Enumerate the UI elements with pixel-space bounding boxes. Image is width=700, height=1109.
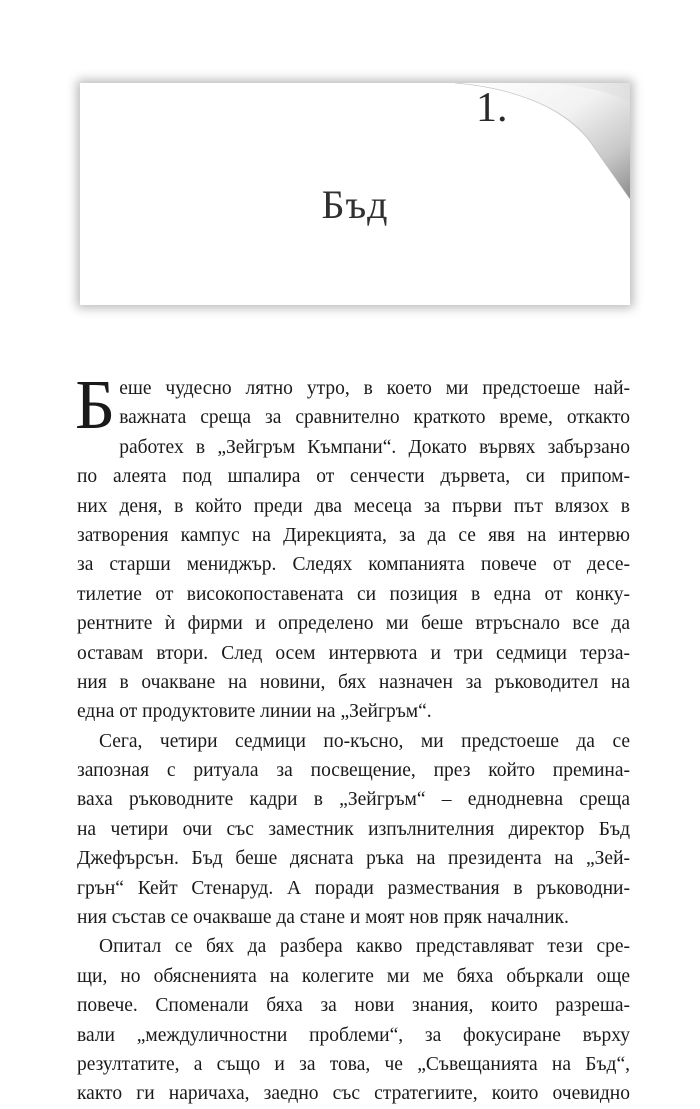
- text-line: за старши мениджър. Следях компанията повече от десе-: [77, 554, 630, 576]
- text-line: ния в очакване на новини, бях назначен за ръководител на: [77, 671, 630, 693]
- text-line: грън“ Кейт Стенаруд. А поради размествания в ръководни-: [77, 877, 630, 899]
- text-line: работех в „Зейгръм Къмпани“. Докато вървях забързано: [119, 436, 630, 458]
- text-line: ния състав се очакваше да стане и моят нов пряк началник.: [77, 907, 569, 929]
- drop-cap: Б: [75, 367, 116, 444]
- text-line: повече. Споменали бяха за нови знания, които разрешa-: [77, 995, 630, 1017]
- text-line: тилетие от високопоставената си позиция в една от конку-: [77, 583, 630, 605]
- text-line: оставам втори. След осем интервюта и три седмици терза-: [77, 642, 630, 664]
- chapter-title: Бъд: [321, 182, 389, 227]
- text-line: както ги наричаха, заедно със стратегиите, които очевидно: [77, 1083, 630, 1105]
- text-line: резултатите, а също и за това, че „Съвещанията на Бъд“,: [77, 1053, 630, 1075]
- text-line: Сега, четири седмици по-късно, ми предстоеше да се: [99, 730, 630, 752]
- text-line: запозная с ритуала за посвещение, през който премина-: [77, 760, 630, 782]
- text-line: една от продуктовите линии на „Зейгръм“.: [77, 701, 432, 723]
- body-text: [75, 367, 630, 1109]
- text-lines: [75, 367, 630, 1109]
- text-line: них деня, в който преди два месеца за първи път влязох в: [77, 495, 630, 517]
- text-line: ваха ръководните кадри в „Зейгръм“ – еднодневна среща: [77, 789, 630, 811]
- text-line: вали „междуличностни проблеми“, за фокусиране върху: [77, 1024, 630, 1046]
- text-line: еше чудесно лятно утро, в което ми предстоеше най-: [119, 378, 630, 399]
- text-line: важната среща за сравнително краткото време, откакто: [119, 407, 630, 429]
- chapter-header-card: [80, 83, 630, 305]
- text-line: Джефърсън. Бъд беше дясната ръка на президента на „Зей-: [77, 848, 630, 870]
- text-line: по алеята под шпалира от сенчести дървета, си припом-: [77, 466, 630, 488]
- chapter-number: 1.: [476, 85, 508, 131]
- text-line: на четири очи със заместник изпълнителния директор Бъд: [77, 818, 630, 840]
- text-line: щи, но обясненията на колегите ми ме бяха объркали още: [77, 965, 630, 987]
- text-line: рентните ѝ фирми и определено ми беше втръснало все да: [77, 613, 630, 635]
- page-curl-icon: [443, 83, 630, 199]
- text-line: затворения кампус на Дирекцията, за да се явя на интервю: [77, 524, 630, 546]
- text-line: Опитал се бях да разбера какво представляват тези сре-: [99, 936, 630, 958]
